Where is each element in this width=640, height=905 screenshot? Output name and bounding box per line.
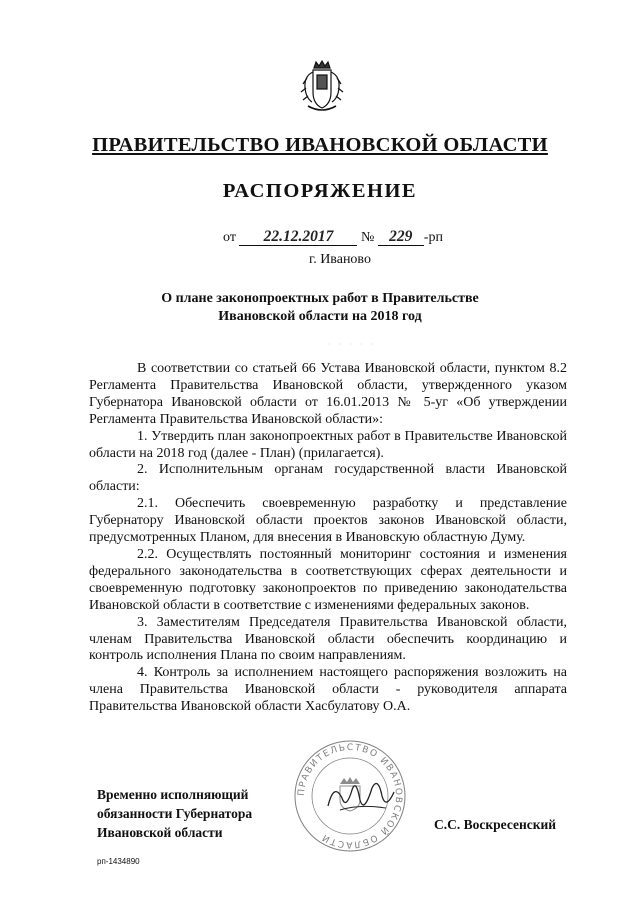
paragraph-2-2: 2.2. Осуществлять постоянный мониторинг состояния и изменения федерального законодательства в соответствующих сферах деятельности и своевременную подготовку законопроектов по приведению законодательства Ивановской области в соответствие с изменениями федеральных законов. [89, 546, 567, 613]
intro-paragraph: В соответствии со статьей 66 Устава Ивановской области, пунктом 8.2 Регламента Правительства Ивановской области, утвержденного указом Губернатора Ивановской области от 16.01.2013 № 5-уг «Об утверждении Регламента Правительства Ивановской области»: [89, 361, 567, 427]
date-number-line [223, 229, 443, 246]
handwritten-signature [320, 770, 400, 820]
faint-bleed-marks: · · · · · [328, 340, 377, 349]
handwritten-date: 22.12.2017 [239, 229, 357, 246]
stamp-text: ПРАВИТЕЛЬСТВО ИВАНОВСКОЙ ОБЛАСТИ [296, 742, 404, 850]
paragraph-3: 3. Заместителям Председателя Правительства Ивановской области, членам Правительства Ивановской области обеспечить координацию и контроль исполнения Плана по своим направлениям. [89, 614, 567, 664]
paragraph-2: 2. Исполнительным органам государственной власти Ивановской области: [89, 462, 567, 495]
number-suffix: -рп [423, 230, 443, 245]
signatory-name: С.С. Воскресенский [434, 817, 557, 832]
document-code: рп-1434890 [97, 857, 140, 866]
date-prefix: от [223, 230, 236, 245]
coat-of-arms-emblem [300, 58, 344, 114]
signatory-title-line-2: обязанности Губернатора [97, 806, 253, 821]
city-line: г. Иваново [309, 252, 371, 267]
signatory-title [97, 785, 252, 842]
paragraph-4: 4. Контроль за исполнением настоящего распоряжения возложить на члена Правительства Ивановской области - руководителя аппарата Правительства Ивановской области Хасбулатову О.А. [89, 665, 567, 715]
signatory-title-line-3: Ивановской области [97, 825, 223, 840]
subject-line-2: Ивановской области на 2018 год [218, 309, 422, 324]
subject-line-1: О плане законопроектных работ в Правительстве [161, 291, 479, 306]
signatory-title-line-1: Временно исполняющий [97, 787, 249, 802]
number-prefix: № [360, 230, 375, 245]
document-body [89, 361, 567, 716]
paragraph-1: 1. Утвердить план законопроектных работ в Правительстве Ивановской области на 2018 год (далее - План) (прилагается). [89, 428, 567, 461]
government-title: ПРАВИТЕЛЬСТВО ИВАНОВСКОЙ ОБЛАСТИ [92, 134, 548, 156]
document-subject [40, 290, 600, 326]
document-type-heading: РАСПОРЯЖЕНИЕ [222, 180, 418, 202]
handwritten-number: 229 [378, 229, 424, 246]
paragraph-2-1: 2.1. Обеспечить своевременную разработку и представление Губернатору Ивановской области проектов законов Ивановской области, предусмотренных Планом, для внесения в Ивановскую областную Думу. [89, 496, 567, 546]
